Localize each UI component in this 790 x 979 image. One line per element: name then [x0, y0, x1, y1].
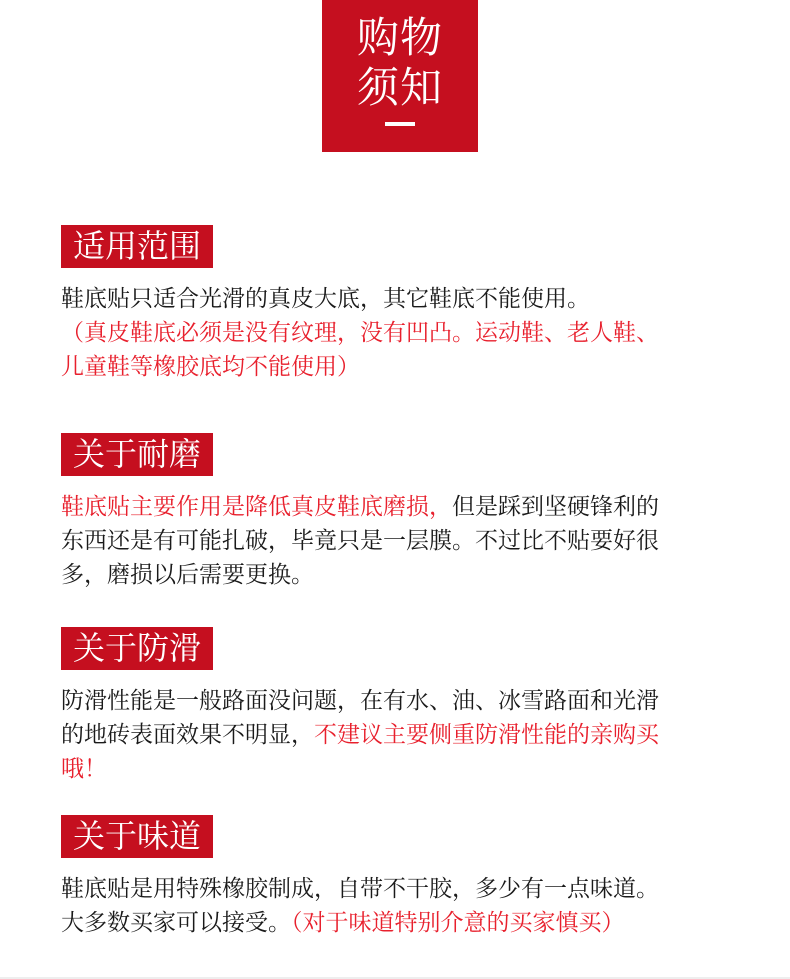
shopping-notice-banner [322, 0, 478, 152]
section-scope-line-3: 儿童鞋等橡胶底均不能使用） [61, 354, 360, 380]
section-anti-slip-line-1: 防滑性能是一般路面没问题，在有水、油、冰雪路面和光滑 [61, 688, 659, 714]
section-odor-line-2 [61, 906, 751, 940]
section-durability-line-1 [61, 490, 751, 524]
durability-black-text: 但是踩到坚硬锋利的 [452, 494, 659, 520]
section-odor-line-1: 鞋底贴是用特殊橡胶制成，自带不干胶，多少有一点味道。 [61, 876, 659, 902]
odor-red-text: （对于味道特别介意的买家慎买） [291, 910, 625, 936]
durability-red-text: 鞋底贴主要作用是降低真皮鞋底磨损， [61, 494, 452, 520]
section-scope-line-1: 鞋底贴只适合光滑的真皮大底，其它鞋底不能使用。 [61, 286, 590, 312]
section-anti-slip-line-2 [61, 718, 751, 752]
section-heading-anti-slip: 关于防滑 [61, 627, 213, 670]
section-durability-line-3: 多，磨损以后需要更换。 [61, 562, 314, 588]
section-heading-durability: 关于耐磨 [61, 433, 213, 476]
section-heading-scope: 适用范围 [61, 225, 213, 268]
odor-black-text: 大多数买家可以接受。 [61, 910, 291, 936]
section-scope-line-2: （真皮鞋底必须是没有纹理，没有凹凸。运动鞋、老人鞋、 [61, 320, 659, 346]
banner-dash-divider [385, 122, 415, 126]
section-heading-odor: 关于味道 [61, 815, 213, 858]
banner-title-line-1: 购物 [356, 13, 443, 62]
section-anti-slip-line-3: 哦！ [61, 756, 107, 782]
section-durability-line-2: 东西还是有可能扎破，毕竟只是一层膜。不过比不贴要好很 [61, 528, 659, 554]
anti-slip-black-text: 的地砖表面效果不明显， [61, 722, 314, 748]
anti-slip-red-text: 不建议主要侧重防滑性能的亲购买 [314, 722, 659, 748]
banner-title-line-2: 须知 [356, 63, 443, 112]
